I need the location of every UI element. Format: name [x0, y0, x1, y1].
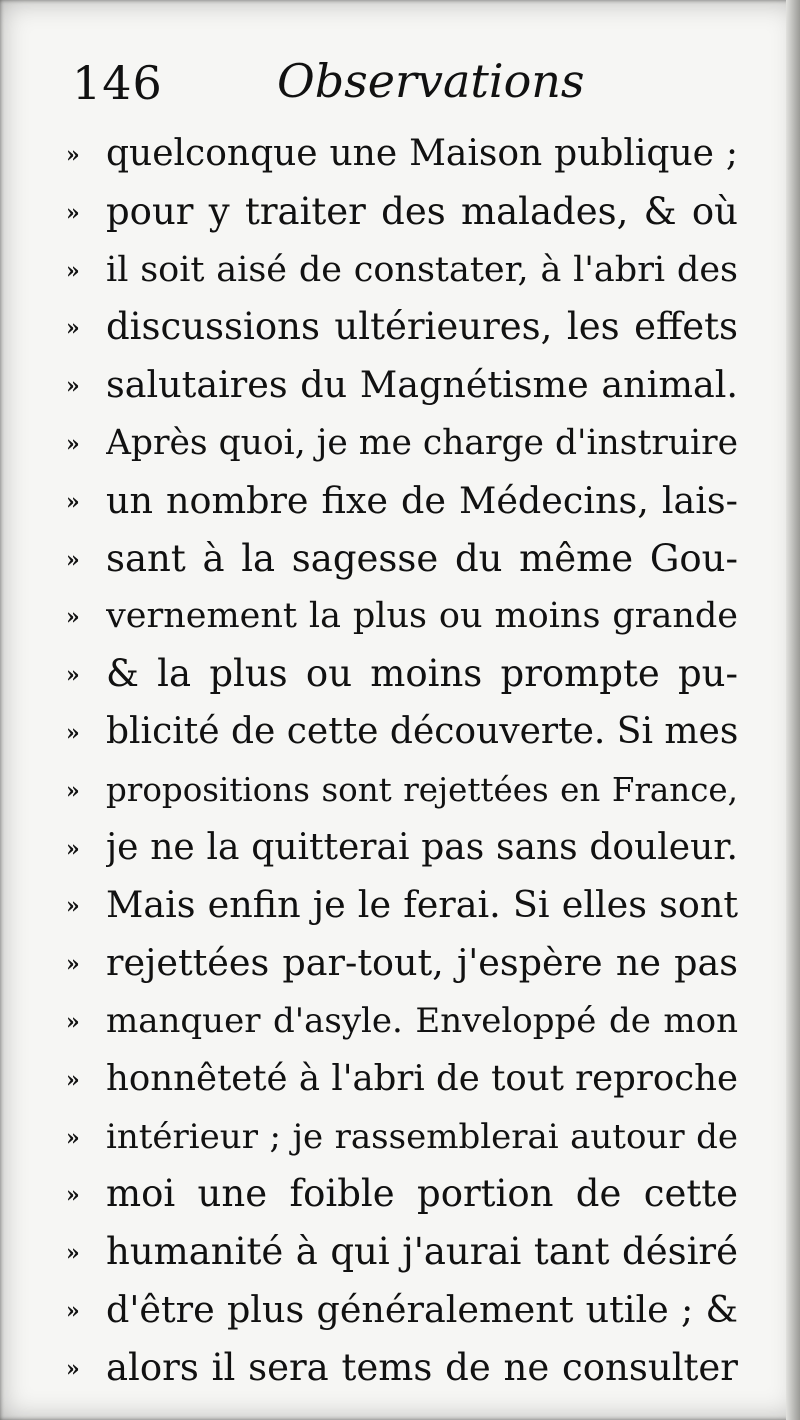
line-text: rejettées par-tout, j'espère ne pas [106, 941, 738, 985]
line-text: quelconque une Maison publique ; [106, 133, 738, 174]
text-line [66, 301, 738, 359]
quote-mark: » [66, 951, 79, 978]
quote-mark: » [66, 546, 79, 573]
line-text: blicité de cette découverte. Si mes [106, 710, 738, 752]
line-text: discussions ultérieures, les effets [106, 305, 738, 349]
line-text: humanité à qui j'aurai tant désiré [106, 1230, 738, 1274]
line-text: vernement la plus ou moins grande [106, 596, 738, 637]
quote-mark: » [66, 373, 79, 400]
text-line [66, 1226, 738, 1284]
line-text: Mais enfin je le ferai. Si elles sont [106, 883, 738, 927]
quote-mark: » [66, 1355, 79, 1382]
page-edge-shadow [786, 0, 800, 1420]
quote-mark: » [66, 1297, 79, 1324]
text-line [66, 764, 738, 822]
text-line [66, 1168, 738, 1226]
text-line [66, 128, 738, 186]
text-line [66, 1053, 738, 1111]
text-line [66, 475, 738, 533]
line-text: alors il sera tems de ne consulter [106, 1345, 738, 1389]
quote-mark: » [66, 488, 79, 515]
line-text: Après quoi, je me charge d'instruire [106, 422, 738, 463]
quote-mark: » [66, 142, 79, 168]
text-line [66, 822, 738, 880]
line-text: salutaires du Magnétisme animal. [106, 363, 738, 407]
text-line [66, 1342, 738, 1400]
text-line [66, 590, 738, 648]
text-line [66, 706, 738, 764]
running-title: Observations [277, 54, 585, 108]
line-text: d'être plus généralement utile ; & [106, 1287, 738, 1331]
quote-mark: » [66, 1008, 79, 1035]
line-text: & la plus ou moins prompte pu- [106, 652, 738, 696]
text-line [66, 995, 738, 1053]
line-text: manquer d'asyle. Enveloppé de mon [106, 1000, 738, 1041]
quote-mark: » [66, 1182, 79, 1209]
text-line [66, 648, 738, 706]
line-text: je ne la quitterai pas sans douleur. [106, 826, 738, 868]
quote-mark: » [66, 1124, 79, 1151]
quote-mark: » [66, 430, 79, 457]
quote-mark: » [66, 199, 79, 226]
text-body [66, 128, 738, 1400]
quote-mark: » [66, 835, 79, 862]
text-line [66, 937, 738, 995]
quote-mark: » [66, 257, 79, 284]
text-line [66, 244, 738, 302]
text-line [66, 1111, 738, 1169]
line-text: un nombre fixe de Médecins, lais- [106, 478, 738, 522]
line-text: honnêteté à l'abri de tout reproche [106, 1057, 738, 1099]
line-text: intérieur ; je rassemblerai autour de [106, 1116, 738, 1157]
quote-mark: » [66, 719, 79, 746]
page-header [62, 50, 752, 130]
line-text: propositions sont rejettées en France, [106, 770, 738, 809]
quote-mark: » [66, 893, 79, 920]
line-text: sant à la sagesse du même Gou- [106, 536, 738, 580]
quote-mark: » [66, 315, 79, 342]
line-text: moi une foible portion de cette [106, 1172, 738, 1216]
text-line [66, 1284, 738, 1342]
quote-mark: » [66, 604, 79, 631]
quote-mark: » [66, 777, 79, 804]
text-line [66, 879, 738, 937]
quote-mark: » [66, 1240, 79, 1267]
text-line [66, 533, 738, 591]
text-line [66, 417, 738, 475]
quote-mark: » [66, 1066, 79, 1093]
line-text: pour y traiter des malades, & où [106, 189, 738, 233]
quote-mark: » [66, 662, 79, 689]
text-line [66, 359, 738, 417]
text-line [66, 186, 738, 244]
page-number: 146 [72, 56, 163, 110]
line-text: il soit aisé de constater, à l'abri des [106, 249, 738, 290]
